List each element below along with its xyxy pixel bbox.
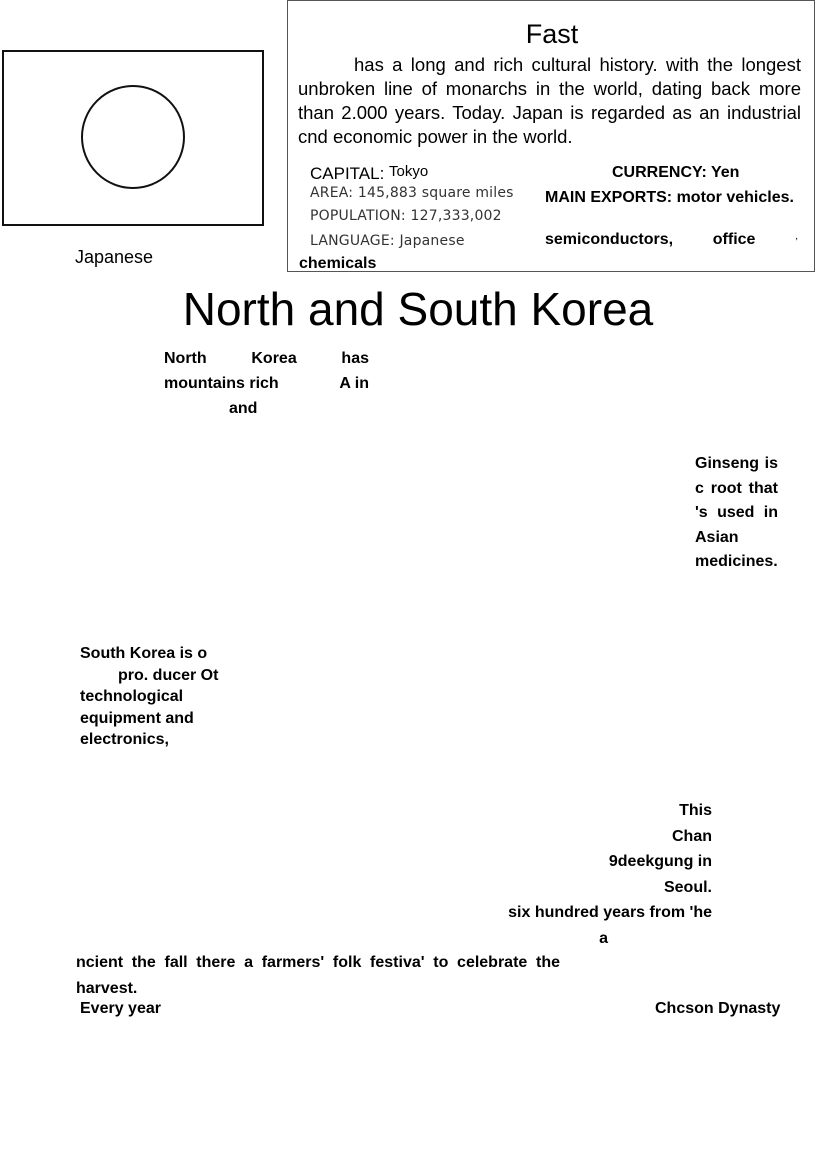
population-line: POPULATION: 127,333,002 [310,208,502,224]
section-heading: North and South Korea [182,283,654,335]
currency-line: CURRENCY: Yen [612,164,740,181]
every-year-text: Every year [80,1000,161,1017]
ginseng-line: 's used in [695,504,778,521]
info-box-title: Fast [525,19,579,49]
ginseng-line: c root that [695,479,778,497]
korea-line-3: and [229,400,258,417]
korea-word: Korea [251,350,297,367]
export-word: , [795,231,798,242]
main-exports-line: MAIN EXPORTS: motor vehicles. [545,189,794,206]
language-line: LANGUAGE: Japanese [310,233,465,249]
palace-line: six hundred years from 'he [508,904,712,921]
capital-value: Tokyo [389,163,429,180]
palace-caption [490,798,712,951]
sk-line: technological [80,688,184,705]
japan-flag [2,50,264,226]
palace-line: This [679,802,712,819]
flag-caption: Japanese [75,247,154,267]
korea-line-1 [164,346,369,371]
capital-label: CAPITAL: [310,164,385,183]
sk-line: South Korea is o [80,645,208,662]
info-paragraph-text: has a long and rich cultural history. with the longest unbroken line of monarchs in the world, dating back more than 2.000 years. Today. Japan is regarded as an industrial cnd economic power in the world. [298,54,801,147]
sk-line: electronics, [80,731,169,748]
palace-line: Chan [672,827,712,845]
dynasty-text: Chcson Dynasty [655,1000,781,1017]
korea-word: A in [339,375,369,392]
ginseng-caption [695,452,778,575]
korea-word: has [341,350,369,367]
south-korea-caption [80,643,230,751]
sk-line: pro. ducer Ot [118,666,219,684]
exports-continued [545,231,798,249]
palace-line: 9deekgung in [608,853,712,870]
flag-sun-circle [81,85,185,189]
korea-word: North [164,350,207,367]
ginseng-line: Asian [695,528,739,546]
country-info-box [287,0,815,272]
sk-line: equipment and [80,709,194,727]
korea-paragraph [164,346,369,421]
ginseng-line: medicines. [695,553,778,570]
export-word: semiconductors, [545,231,674,248]
palace-line: Seoul. [663,878,712,896]
korea-word: mountains rich [164,375,279,392]
palace-line: a [599,929,608,947]
exports-tail: chemicals [299,255,377,272]
info-box-paragraph [298,53,801,149]
festival-paragraph: ncient the fall there a farmers' folk festiva' to celebrate the harvest. [76,954,560,997]
ginseng-line: Ginseng is [695,455,778,472]
korea-line-2 [164,371,369,396]
area-line: AREA: 145,883 square miles [310,185,514,201]
export-word: office [712,231,756,248]
